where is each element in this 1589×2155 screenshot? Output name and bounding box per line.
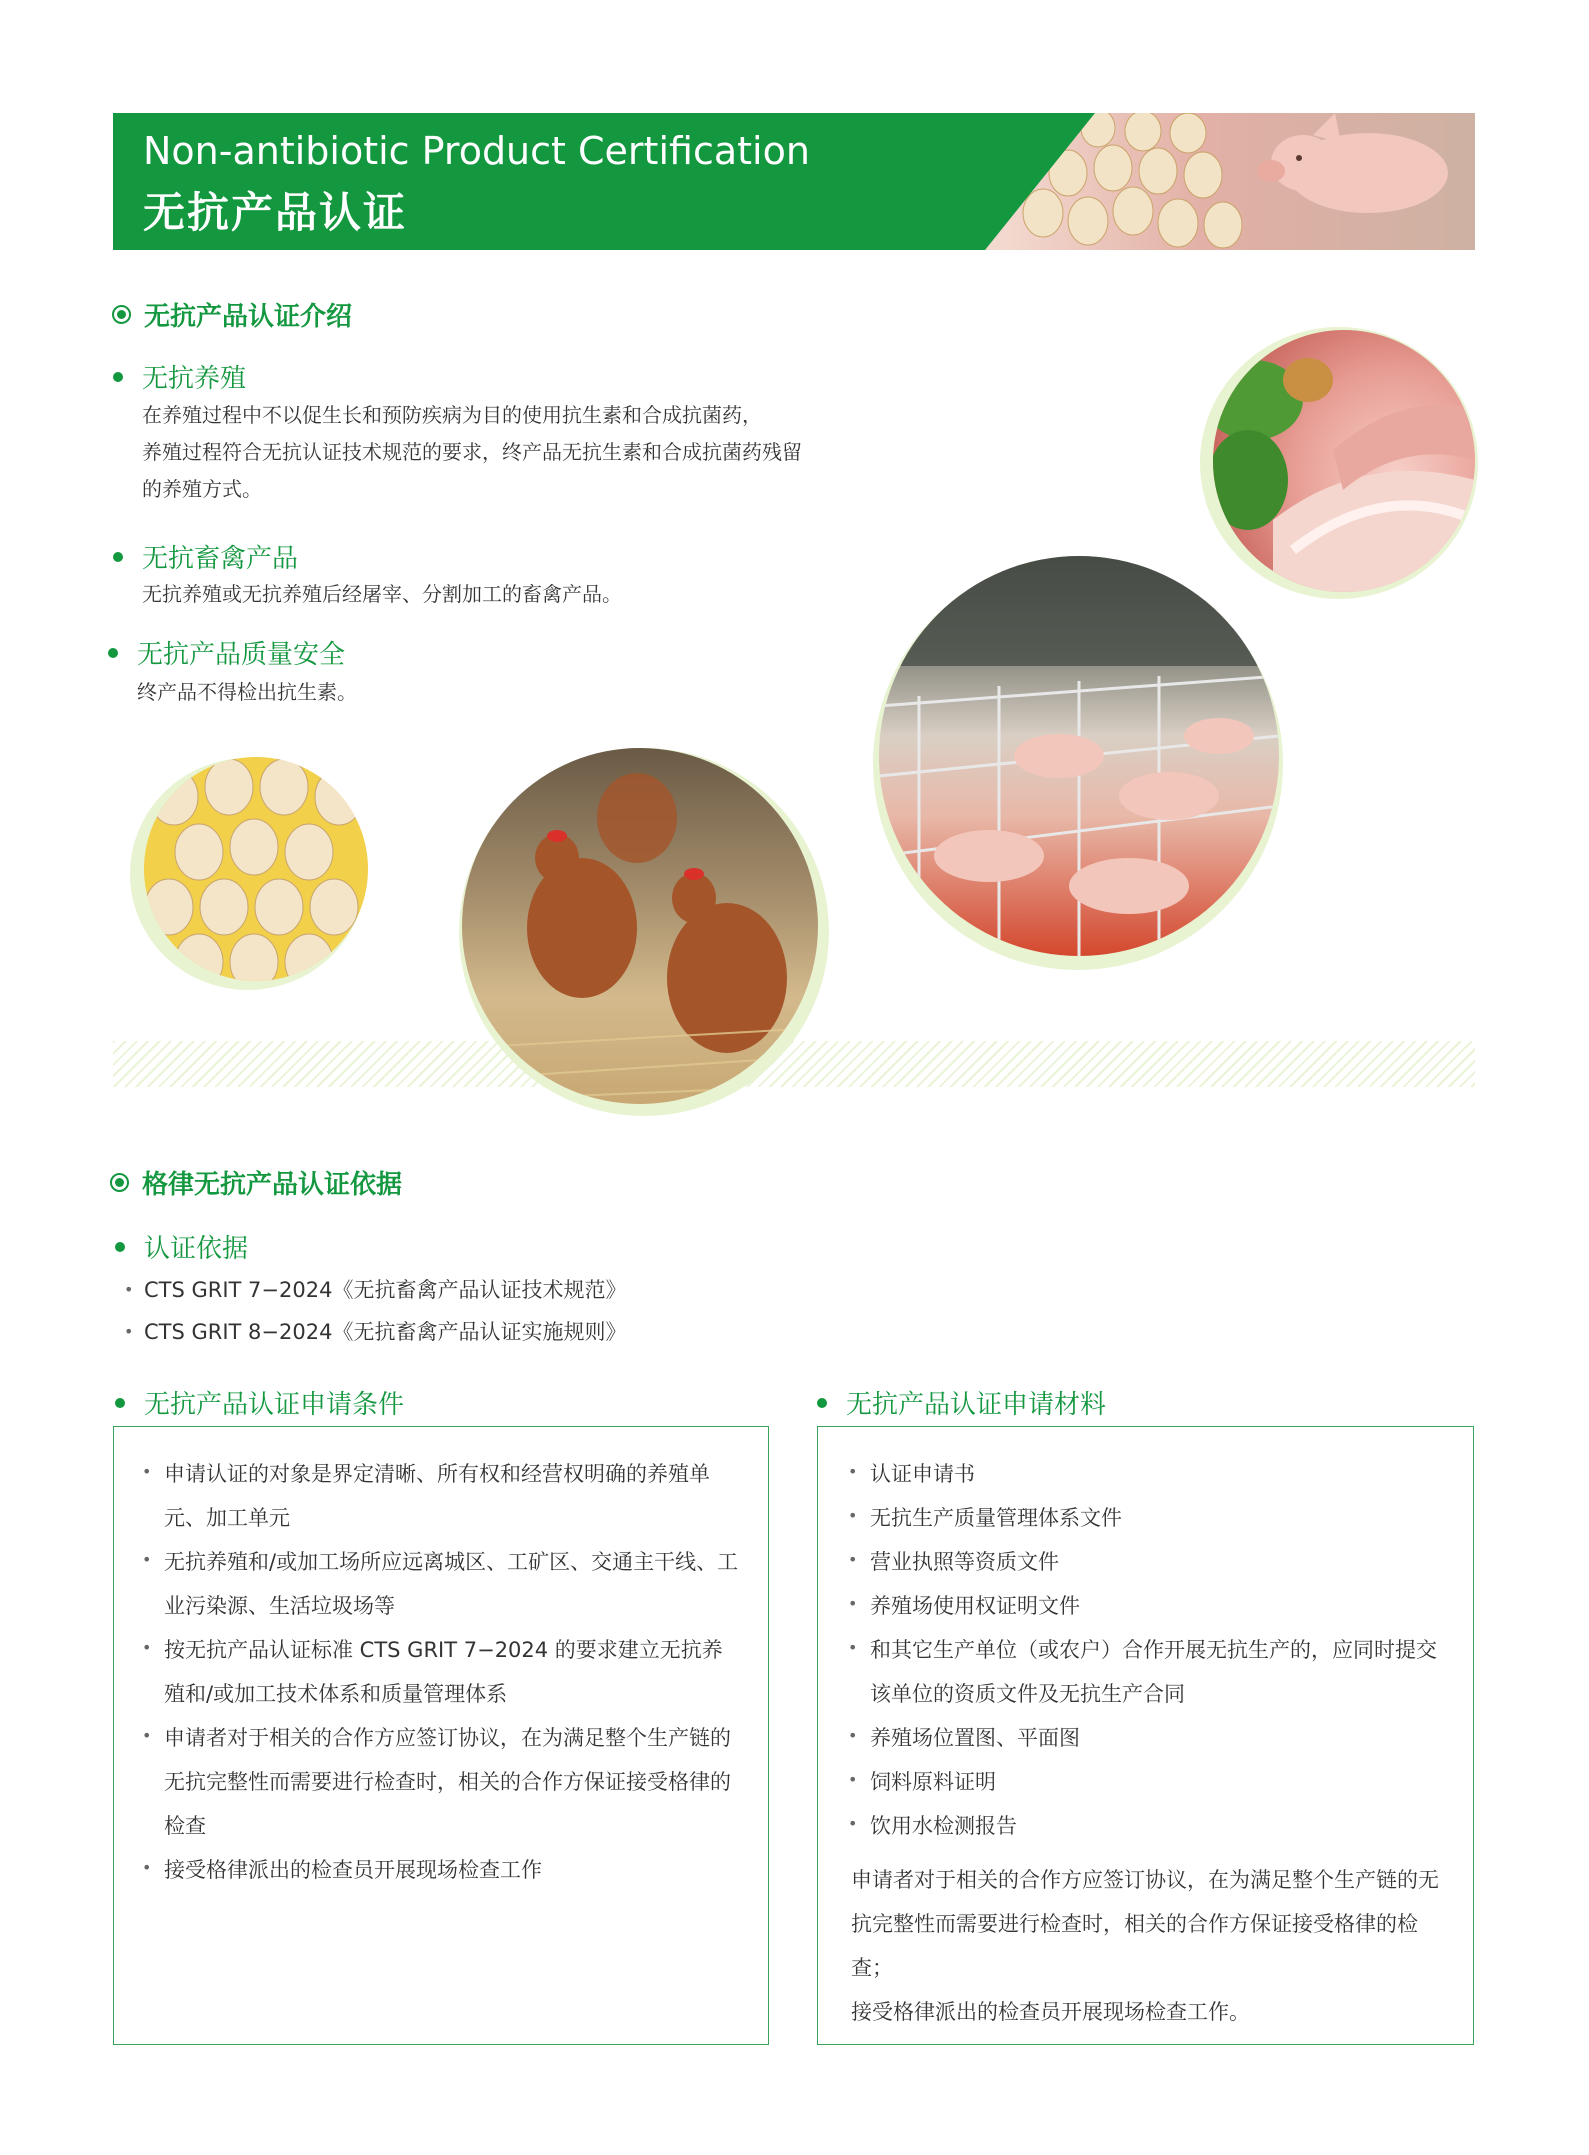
meat-photo bbox=[1213, 330, 1475, 592]
materials-list bbox=[838, 1452, 1448, 1848]
intro-item-heading bbox=[108, 634, 345, 671]
list-item: • 无抗养殖和/或加工场所应远离城区、工矿区、交通主干线、工业污染源、生活垃圾场等 bbox=[132, 1540, 740, 1628]
materials-title: 无抗产品认证申请材料 bbox=[846, 1390, 1107, 1420]
header-banner bbox=[113, 113, 1475, 250]
materials-note: 申请者对于相关的合作方应签订协议，在为满足整个生产链的无抗完整性而需要进行检查时，相关的合作方保证接受格律的检查； bbox=[851, 1868, 1439, 1980]
banner-title-english: Non-antibiotic Product Certification bbox=[143, 129, 810, 173]
intro-item-title: 无抗畜禽产品 bbox=[142, 544, 299, 574]
list-item: • 养殖场位置图、平面图 bbox=[838, 1716, 1448, 1760]
intro-item-description bbox=[142, 576, 622, 613]
list-item: • CTS GRIT 8−2024《无抗畜禽产品认证实施规则》 bbox=[116, 1311, 626, 1353]
materials-box bbox=[817, 1426, 1474, 2045]
basis-subtitle: 认证依据 bbox=[144, 1234, 249, 1264]
intro-section-heading bbox=[112, 296, 352, 333]
target-bullet-icon bbox=[110, 1173, 129, 1192]
dot-bullet-icon bbox=[108, 648, 118, 658]
basis-section-title: 格律无抗产品认证依据 bbox=[142, 1170, 403, 1200]
intro-item-description bbox=[142, 397, 802, 508]
text-line: 无抗养殖或无抗养殖后经屠宰、分割加工的畜禽产品。 bbox=[142, 582, 622, 606]
decorative-stripe-band bbox=[113, 1041, 1475, 1087]
intro-section-title: 无抗产品认证介绍 bbox=[144, 302, 353, 332]
intro-item-description bbox=[137, 674, 357, 711]
dot-bullet-icon bbox=[113, 552, 123, 562]
text-line: 养殖过程符合无抗认证技术规范的要求，终产品无抗生素和合成抗菌药残留 bbox=[142, 440, 802, 464]
text-line: 的养殖方式。 bbox=[142, 477, 262, 501]
eggs-illustration bbox=[144, 757, 368, 981]
list-item: • 和其它生产单位（或农户）合作开展无抗生产的，应同时提交该单位的资质文件及无抗生产合同 bbox=[838, 1628, 1448, 1716]
conditions-heading bbox=[115, 1384, 404, 1421]
conditions-list bbox=[132, 1452, 740, 1892]
list-item: • 申请认证的对象是界定清晰、所有权和经营权明确的养殖单元、加工单元 bbox=[132, 1452, 740, 1540]
list-item: • 接受格律派出的检查员开展现场检查工作 bbox=[132, 1848, 740, 1892]
list-item: • 饮用水检测报告 bbox=[838, 1804, 1448, 1848]
intro-item-heading bbox=[113, 538, 298, 575]
list-item: • 申请者对于相关的合作方应签订协议，在为满足整个生产链的无抗完整性而需要进行检查时，相关的合作方保证接受格律的检查 bbox=[132, 1716, 740, 1848]
pig-farm-illustration bbox=[879, 556, 1279, 956]
basis-subheading bbox=[115, 1228, 248, 1265]
list-item: • 按无抗产品认证标准 CTS GRIT 7−2024 的要求建立无抗养殖和/或加工技术体系和质量管理体系 bbox=[132, 1628, 740, 1716]
intro-item-title: 无抗产品质量安全 bbox=[137, 640, 346, 670]
list-item: • 营业执照等资质文件 bbox=[838, 1540, 1448, 1584]
text-line: 在养殖过程中不以促生长和预防疾病为目的使用抗生素和合成抗菌药， bbox=[142, 403, 762, 427]
intro-item-title: 无抗养殖 bbox=[142, 364, 247, 394]
list-item: • 养殖场使用权证明文件 bbox=[838, 1584, 1448, 1628]
dot-bullet-icon bbox=[113, 372, 123, 382]
meat-illustration bbox=[1213, 330, 1475, 592]
list-item: • CTS GRIT 7−2024《无抗畜禽产品认证技术规范》 bbox=[116, 1269, 626, 1311]
dot-bullet-icon bbox=[817, 1398, 827, 1408]
pig-farm-photo bbox=[879, 556, 1279, 956]
hens-illustration bbox=[462, 748, 818, 1104]
text-line: 终产品不得检出抗生素。 bbox=[137, 680, 357, 704]
list-item: • 无抗生产质量管理体系文件 bbox=[838, 1496, 1448, 1540]
materials-note: 接受格律派出的检查员开展现场检查工作。 bbox=[851, 2000, 1250, 2024]
dot-bullet-icon bbox=[115, 1242, 125, 1252]
dot-bullet-icon bbox=[115, 1398, 125, 1408]
hens-photo bbox=[462, 748, 818, 1104]
basis-section-heading bbox=[110, 1164, 402, 1201]
banner-title-chinese: 无抗产品认证 bbox=[143, 188, 408, 237]
list-item: • 饲料原料证明 bbox=[838, 1760, 1448, 1804]
materials-heading bbox=[817, 1384, 1106, 1421]
target-bullet-icon bbox=[112, 305, 131, 324]
eggs-photo bbox=[144, 757, 368, 981]
conditions-title: 无抗产品认证申请条件 bbox=[144, 1390, 405, 1420]
intro-item-heading bbox=[113, 358, 246, 395]
list-item: • 认证申请书 bbox=[838, 1452, 1448, 1496]
conditions-box bbox=[113, 1426, 769, 2045]
standards-list bbox=[116, 1269, 626, 1353]
